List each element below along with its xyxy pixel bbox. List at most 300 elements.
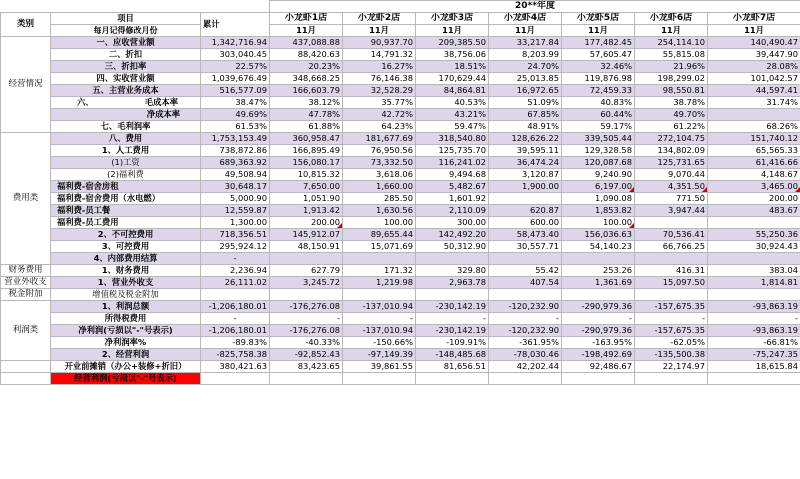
store-value-cell[interactable] [489,289,562,301]
store-value-cell[interactable]: 33,217.84 [489,37,562,49]
store-value-cell[interactable]: -163.95% [562,337,635,349]
store-value-cell[interactable]: 1,090.08 [562,193,635,205]
store-value-cell[interactable]: 2,110.09 [416,205,489,217]
row-label: (2)福利费 [51,169,201,181]
store-value-cell[interactable] [343,289,416,301]
store-value-cell[interactable]: 57,605.47 [562,49,635,61]
store-value-cell[interactable]: -135,500.38 [635,349,708,361]
table-row [1,133,800,145]
store-value-cell[interactable]: -62.05% [635,337,708,349]
store-value-cell[interactable]: 437,088.88 [270,37,343,49]
store-value-cell[interactable]: 16,972.65 [489,85,562,97]
category-cell: 税金附加 [1,289,51,301]
store-value-cell[interactable]: 209,385.50 [416,37,489,49]
store-value-cell[interactable]: -290,979.36 [562,301,635,313]
store-value-cell[interactable]: 67.85% [489,109,562,121]
row-label: 增值税及税金附加 [51,289,201,301]
store-value-cell[interactable] [343,373,416,385]
store-value-cell[interactable]: 22,174.97 [635,361,708,373]
store-value-cell[interactable]: 20.23% [270,61,343,73]
store-value-cell[interactable]: 125,731.65 [635,157,708,169]
store-value-cell[interactable]: 166,603.79 [270,85,343,97]
store-value-cell[interactable]: -75,247.35 [708,349,800,361]
store-value-cell[interactable]: -198,492.69 [562,349,635,361]
store-value-cell[interactable]: 483.67 [708,205,800,217]
row-label: 七、毛利润率 [51,121,201,133]
table-row [1,373,800,385]
store-value-cell[interactable]: 134,802.09 [635,145,708,157]
total-cell[interactable]: 303,040.45 [201,49,270,61]
store-value-cell[interactable]: 383.04 [708,265,800,277]
store-value-cell[interactable]: -176,276.08 [270,301,343,313]
total-cell[interactable]: -89.83% [201,337,270,349]
category-cell: 营业外收支 [1,277,51,289]
store-value-cell[interactable]: 166,895.49 [270,145,343,157]
store-value-cell[interactable]: 7,650.00 [270,181,343,193]
total-cell[interactable]: 22.57% [201,61,270,73]
store-value-cell[interactable]: 10,815.32 [270,169,343,181]
store-value-cell[interactable]: 55,250.36 [708,229,800,241]
store-value-cell[interactable]: 55.42 [489,265,562,277]
table-row [1,253,800,265]
total-cell[interactable]: 38.47% [201,97,270,109]
table-row [1,205,800,217]
total-cell[interactable] [201,289,270,301]
total-cell[interactable]: - [201,253,270,265]
store-value-cell[interactable]: 16.27% [343,61,416,73]
store-value-cell[interactable]: 156,080.17 [270,157,343,169]
store-value-cell[interactable]: 81,656.51 [416,361,489,373]
store-value-cell[interactable]: 38.78% [635,97,708,109]
store-value-cell[interactable]: 38,756.06 [416,49,489,61]
store-value-cell[interactable]: 129,328.58 [562,145,635,157]
store-value-cell[interactable]: 145,912.07 [270,229,343,241]
store-value-cell[interactable]: 4,351.50 [635,181,708,193]
store-value-cell[interactable]: 1,913.42 [270,205,343,217]
table-row [1,241,800,253]
table-row [1,97,800,109]
store-value-cell[interactable]: -150.66% [343,337,416,349]
store-value-cell[interactable]: 1,660.00 [343,181,416,193]
store-value-cell[interactable] [708,373,800,385]
store-value-cell[interactable]: 627.79 [270,265,343,277]
store-value-cell[interactable] [270,289,343,301]
store-value-cell[interactable]: 140,490.47 [708,37,800,49]
store-value-cell[interactable]: 9,070.44 [635,169,708,181]
store-value-cell[interactable]: 15,097.50 [635,277,708,289]
store-value-cell[interactable]: 4,148.67 [708,169,800,181]
store-value-cell[interactable]: 600.00 [489,217,562,229]
store-header: 小龙虾1店 [270,13,343,25]
store-value-cell[interactable] [635,289,708,301]
store-value-cell[interactable]: - [708,313,800,325]
store-value-cell[interactable]: 1,051.90 [270,193,343,205]
store-value-cell[interactable]: 98,550.81 [635,85,708,97]
store-value-cell[interactable]: 70,536.41 [635,229,708,241]
store-value-cell[interactable]: 15,071.69 [343,241,416,253]
table-row [1,313,800,325]
store-value-cell[interactable]: -157,675.35 [635,301,708,313]
table-row [1,301,800,313]
table-row [1,349,800,361]
store-value-cell[interactable]: 318,540.80 [416,133,489,145]
store-value-cell[interactable]: 36,474.24 [489,157,562,169]
store-value-cell[interactable]: 3,465.00 [708,181,800,193]
table-row [1,37,800,49]
store-value-cell[interactable] [562,289,635,301]
total-cell[interactable]: 718,356.51 [201,229,270,241]
store-value-cell[interactable]: -92,852.43 [270,349,343,361]
store-value-cell[interactable]: 58,473.40 [489,229,562,241]
store-value-cell[interactable]: 285.50 [343,193,416,205]
store-value-cell[interactable]: 151,740.12 [708,133,800,145]
store-value-cell[interactable]: 61.88% [270,121,343,133]
total-cell[interactable]: 2,236.94 [201,265,270,277]
store-value-cell[interactable]: - [635,313,708,325]
store-value-cell[interactable]: 76,146.38 [343,73,416,85]
total-cell[interactable]: 689,363.92 [201,157,270,169]
store-value-cell[interactable] [708,253,800,265]
row-label: 2、不可控费用 [51,229,201,241]
store-value-cell[interactable]: - [489,313,562,325]
store-value-cell[interactable]: 54,140.23 [562,241,635,253]
table-row [1,109,800,121]
category-cell: 经营情况 [1,37,51,133]
store-value-cell[interactable]: 3,618.06 [343,169,416,181]
table-row [1,121,800,133]
table-row [1,181,800,193]
store-value-cell[interactable] [489,193,562,205]
store-value-cell[interactable] [562,253,635,265]
category-cell: 费用类 [1,133,51,265]
store-value-cell[interactable]: 9,494.68 [416,169,489,181]
month-cell: 11月 [708,25,800,37]
row-label: 净利润率% [51,337,201,349]
category-header: 类别 [1,13,51,37]
store-value-cell[interactable] [270,253,343,265]
store-value-cell[interactable]: -78,030.46 [489,349,562,361]
store-value-cell[interactable]: 407.54 [489,277,562,289]
store-value-cell[interactable] [343,253,416,265]
store-value-cell[interactable]: 1,361.69 [562,277,635,289]
total-cell[interactable]: 49,508.94 [201,169,270,181]
month-cell: 11月 [343,25,416,37]
total-cell[interactable]: 26,111.02 [201,277,270,289]
total-cell[interactable]: 1,753,153.49 [201,133,270,145]
store-value-cell[interactable]: -66.81% [708,337,800,349]
store-value-cell[interactable]: 48,150.91 [270,241,343,253]
store-value-cell[interactable] [635,253,708,265]
table-row [1,49,800,61]
store-value-cell[interactable]: 55,815.08 [635,49,708,61]
category-cell: 财务费用 [1,265,51,277]
row-label: 净利润(亏损以"-"号表示) [51,325,201,337]
store-value-cell[interactable]: 1,601.92 [416,193,489,205]
store-value-cell[interactable]: 2,963.78 [416,277,489,289]
store-value-cell[interactable]: 100.00 [343,217,416,229]
store-value-cell[interactable]: 68.26% [708,121,800,133]
row-label: 二、折扣 [51,49,201,61]
total-cell[interactable] [201,373,270,385]
table-row [1,73,800,85]
store-value-cell[interactable]: - [270,313,343,325]
store-value-cell[interactable]: 200.00 [270,217,343,229]
store-value-cell[interactable]: 88,420.63 [270,49,343,61]
total-cell[interactable]: 738,872.86 [201,145,270,157]
store-value-cell[interactable]: 65,565.33 [708,145,800,157]
store-value-cell[interactable]: - [416,313,489,325]
store-value-cell[interactable]: 8,203.99 [489,49,562,61]
store-value-cell[interactable]: 3,947.44 [635,205,708,217]
total-cell[interactable]: 516,577.09 [201,85,270,97]
store-value-cell[interactable]: 156,036.63 [562,229,635,241]
store-value-cell[interactable]: 61,416.66 [708,157,800,169]
total-cell[interactable]: -825,758.38 [201,349,270,361]
store-value-cell[interactable] [708,217,800,229]
store-value-cell[interactable]: -109.91% [416,337,489,349]
row-label: 福利费-宿舍房租 [51,181,201,193]
store-value-cell[interactable]: 84,864.81 [416,85,489,97]
table-row [1,265,800,277]
store-value-cell[interactable] [562,373,635,385]
row-label: 福利费-员工餐 [51,205,201,217]
store-value-cell[interactable]: 125,735.70 [416,145,489,157]
store-value-cell[interactable]: 1,853.82 [562,205,635,217]
store-value-cell[interactable]: 42,202.44 [489,361,562,373]
total-cell[interactable]: 1,300.00 [201,217,270,229]
store-value-cell[interactable]: 49.70% [635,109,708,121]
row-label: 1、利润总额 [51,301,201,313]
store-value-cell[interactable]: 771.50 [635,193,708,205]
store-value-cell[interactable]: 66,766.25 [635,241,708,253]
store-value-cell[interactable]: -176,276.08 [270,325,343,337]
table-row [1,145,800,157]
store-value-cell[interactable]: 31.74% [708,97,800,109]
month-cell: 11月 [635,25,708,37]
table-row [1,229,800,241]
row-label: 1、人工费用 [51,145,201,157]
store-value-cell[interactable]: 21.96% [635,61,708,73]
table-row [1,289,800,301]
store-value-cell[interactable]: 48.91% [489,121,562,133]
store-value-cell[interactable] [489,253,562,265]
store-value-cell[interactable]: 360,958.47 [270,133,343,145]
store-value-cell[interactable]: 43.21% [416,109,489,121]
store-value-cell[interactable]: 1,219.98 [343,277,416,289]
store-value-cell[interactable]: 177,482.45 [562,37,635,49]
store-value-cell[interactable]: 39,595.11 [489,145,562,157]
store-value-cell[interactable]: 40.53% [416,97,489,109]
store-value-cell[interactable]: -93,863.19 [708,325,800,337]
store-value-cell[interactable]: 3,120.87 [489,169,562,181]
table-row [1,193,800,205]
store-value-cell[interactable]: -157,675.35 [635,325,708,337]
store-value-cell[interactable]: 18.51% [416,61,489,73]
total-cell[interactable]: - [201,313,270,325]
store-value-cell[interactable]: 39,861.55 [343,361,416,373]
store-value-cell[interactable]: 620.87 [489,205,562,217]
store-value-cell[interactable]: -120,232.90 [489,325,562,337]
store-value-cell[interactable]: 30,924.43 [708,241,800,253]
store-value-cell[interactable] [416,253,489,265]
store-value-cell[interactable] [270,373,343,385]
store-value-cell[interactable]: 329.80 [416,265,489,277]
store-value-cell[interactable] [708,289,800,301]
row-label: 开业前摊销（办公+装修+折旧） [51,361,201,373]
table-row [1,217,800,229]
store-value-cell[interactable]: 25,013.85 [489,73,562,85]
store-value-cell[interactable] [635,217,708,229]
store-header: 小龙虾5店 [562,13,635,25]
store-value-cell[interactable]: -40.33% [270,337,343,349]
total-cell[interactable]: 1,039,676.49 [201,73,270,85]
store-value-cell[interactable]: 416.31 [635,265,708,277]
store-value-cell[interactable]: -137,010.94 [343,301,416,313]
store-value-cell[interactable]: 47.78% [270,109,343,121]
store-value-cell[interactable]: 50,312.90 [416,241,489,253]
store-value-cell[interactable]: 120,087.68 [562,157,635,169]
store-value-cell[interactable]: 64.23% [343,121,416,133]
store-value-cell[interactable] [489,373,562,385]
table-row [1,169,800,181]
store-value-cell[interactable]: 76,950.56 [343,145,416,157]
store-value-cell[interactable]: 59.47% [416,121,489,133]
store-value-cell[interactable]: 59.17% [562,121,635,133]
store-value-cell[interactable]: -97,149.39 [343,349,416,361]
store-value-cell[interactable] [416,373,489,385]
store-header: 小龙虾7店 [708,13,800,25]
category-cell: 利润类 [1,301,51,361]
table-row [1,277,800,289]
total-cell[interactable]: 30,648.17 [201,181,270,193]
store-value-cell[interactable]: 339,505.44 [562,133,635,145]
store-value-cell[interactable]: 198,299.02 [635,73,708,85]
total-cell[interactable]: 380,421.63 [201,361,270,373]
total-cell[interactable]: 61.53% [201,121,270,133]
store-value-cell[interactable]: 142,492.20 [416,229,489,241]
store-value-cell[interactable]: 90,937.70 [343,37,416,49]
store-value-cell[interactable]: 348,668.25 [270,73,343,85]
store-value-cell[interactable] [635,373,708,385]
store-value-cell[interactable]: 39,447.90 [708,49,800,61]
row-label: 1、营业外收支 [51,277,201,289]
store-value-cell[interactable]: 253.26 [562,265,635,277]
total-cell[interactable]: 12,559.87 [201,205,270,217]
store-value-cell[interactable]: 272,104.75 [635,133,708,145]
store-value-cell[interactable]: 200.00 [708,193,800,205]
store-value-cell[interactable] [416,289,489,301]
store-value-cell[interactable]: 51.09% [489,97,562,109]
total-cell[interactable]: -1,206,180.01 [201,301,270,313]
store-value-cell[interactable]: 254,114.10 [635,37,708,49]
total-cell[interactable]: 49.69% [201,109,270,121]
total-cell[interactable]: 1,342,716.94 [201,37,270,49]
store-value-cell[interactable]: -148,485.68 [416,349,489,361]
store-value-cell[interactable]: 5,482.67 [416,181,489,193]
store-value-cell[interactable]: 100.00 [562,217,635,229]
store-value-cell[interactable]: 1,814.81 [708,277,800,289]
store-value-cell[interactable]: 42.72% [343,109,416,121]
total-cell[interactable]: 295,924.12 [201,241,270,253]
store-value-cell[interactable]: 92,486.67 [562,361,635,373]
category-cell [1,373,51,385]
page-title: 20**年度 [270,1,800,13]
month-cell: 11月 [270,25,343,37]
row-label: 2、经营利润 [51,349,201,361]
store-value-cell[interactable]: -137,010.94 [343,325,416,337]
store-value-cell[interactable]: 32.46% [562,61,635,73]
table-row [1,61,800,73]
store-value-cell[interactable]: 24.70% [489,61,562,73]
store-value-cell[interactable]: - [562,313,635,325]
row-label: 五、主营业务成本 [51,85,201,97]
store-value-cell[interactable]: 300.00 [416,217,489,229]
total-cell[interactable]: 5,000.90 [201,193,270,205]
store-value-cell[interactable]: 44,597.41 [708,85,800,97]
store-value-cell[interactable]: 38.12% [270,97,343,109]
store-value-cell[interactable]: -93,863.19 [708,301,800,313]
store-value-cell[interactable]: 32,528.29 [343,85,416,97]
row-label: 一、应收营业额 [51,37,201,49]
store-value-cell[interactable]: -230,142.19 [416,301,489,313]
row-label: 福利费-宿舍费用（水电燃） [51,193,201,205]
row-label: 所得税费用 [51,313,201,325]
table-row [1,85,800,97]
store-value-cell[interactable]: 89,655.44 [343,229,416,241]
store-value-cell[interactable]: 14,791.32 [343,49,416,61]
store-value-cell[interactable]: 116,241.02 [416,157,489,169]
row-label: (1)工资 [51,157,201,169]
store-value-cell[interactable]: 9,240.90 [562,169,635,181]
store-value-cell[interactable]: 1,900.00 [489,181,562,193]
month-cell: 11月 [489,25,562,37]
row-label: 净成本率 [51,109,201,121]
store-value-cell[interactable]: 30,557.71 [489,241,562,253]
store-value-cell[interactable]: 171.32 [343,265,416,277]
store-header: 小龙虾4店 [489,13,562,25]
store-value-cell[interactable]: 1,630.56 [343,205,416,217]
total-cell[interactable]: -1,206,180.01 [201,325,270,337]
store-value-cell[interactable]: 101,042.57 [708,73,800,85]
store-value-cell[interactable]: 18,615.84 [708,361,800,373]
store-value-cell[interactable]: 28.08% [708,61,800,73]
store-value-cell[interactable]: 119,876.98 [562,73,635,85]
store-value-cell[interactable]: 170,629.44 [416,73,489,85]
row-label: 1、财务费用 [51,265,201,277]
store-value-cell[interactable]: 3,245.72 [270,277,343,289]
store-value-cell[interactable]: 73,332.50 [343,157,416,169]
store-value-cell[interactable]: -290,979.36 [562,325,635,337]
store-value-cell[interactable]: -120,232.90 [489,301,562,313]
store-value-cell[interactable]: -361.95% [489,337,562,349]
store-value-cell[interactable]: 6,197.00 [562,181,635,193]
store-value-cell[interactable]: 60.44% [562,109,635,121]
store-value-cell[interactable]: 40.83% [562,97,635,109]
store-value-cell[interactable]: 72,459.33 [562,85,635,97]
store-value-cell[interactable]: 181,677.69 [343,133,416,145]
store-value-cell[interactable]: 61.22% [635,121,708,133]
category-cell [1,361,51,373]
store-value-cell[interactable] [708,109,800,121]
store-value-cell[interactable]: 128,626.22 [489,133,562,145]
month-cell: 11月 [562,25,635,37]
store-value-cell[interactable]: 35.77% [343,97,416,109]
total-header: 累计 [201,13,270,37]
store-value-cell[interactable]: -230,142.19 [416,325,489,337]
store-value-cell[interactable]: 83,423.65 [270,361,343,373]
store-value-cell[interactable]: - [343,313,416,325]
table-row [1,361,800,373]
